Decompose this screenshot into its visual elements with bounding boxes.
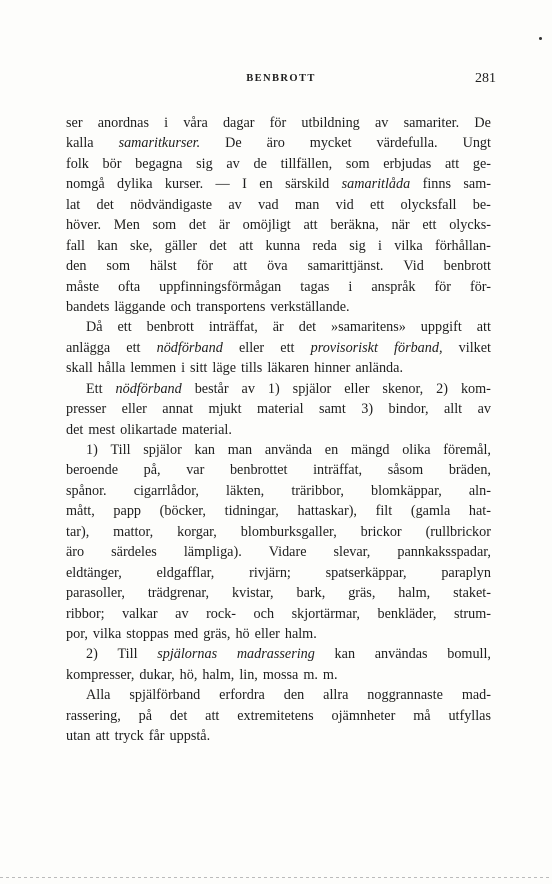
word: i <box>164 115 169 131</box>
word: spatserkäppar, <box>325 564 407 581</box>
word: eldtänger, <box>66 564 122 581</box>
word: be- <box>472 196 491 213</box>
text-line <box>66 583 491 603</box>
word: ett <box>370 196 385 213</box>
text-line <box>66 379 491 399</box>
word: De <box>474 115 491 131</box>
word: för <box>196 258 214 275</box>
word: skenor, <box>382 380 424 397</box>
word: det <box>209 237 227 254</box>
word: utbildning <box>301 115 360 131</box>
word: utfyllas <box>448 707 491 724</box>
word: vilka <box>92 625 122 642</box>
word: olika <box>402 442 431 458</box>
word: bomull, <box>447 646 491 663</box>
word: för <box>269 115 287 131</box>
word: benkläder, <box>377 605 437 622</box>
word: cigarrlådor, <box>133 482 199 499</box>
word: uppstå. <box>169 728 211 745</box>
italic-word: provisoriskt <box>310 339 378 356</box>
word: den <box>66 258 87 275</box>
word: Vidare <box>268 544 307 561</box>
text-line <box>66 113 491 133</box>
word: användas <box>374 646 428 663</box>
word: mängd <box>350 442 390 458</box>
italic-word: madrassering <box>236 646 315 663</box>
word: nomgå <box>66 176 105 193</box>
word: vilka <box>394 237 423 254</box>
word: samarittjänst. <box>307 258 384 275</box>
word: må <box>413 707 431 724</box>
word: samariter. <box>403 115 460 131</box>
word: halm, <box>398 585 431 602</box>
word: läkaren <box>267 360 310 377</box>
word: m. <box>303 666 318 683</box>
word: äro <box>266 135 285 152</box>
text-line <box>66 726 491 746</box>
word: äro <box>66 544 85 561</box>
word: på <box>138 707 153 724</box>
word: valkar <box>122 605 158 622</box>
word: kom- <box>460 380 491 397</box>
word: ske, <box>130 237 153 254</box>
word: att <box>476 319 491 336</box>
text-line <box>66 174 491 194</box>
word: aln- <box>468 482 491 499</box>
word: 1) <box>86 442 98 458</box>
word: nödvändigaste <box>130 196 213 213</box>
word: består <box>194 380 229 397</box>
text-line <box>66 706 491 726</box>
word: anlägga <box>66 339 111 356</box>
word: tryck <box>114 728 144 745</box>
word: får <box>148 728 165 745</box>
word: lin, <box>239 666 258 683</box>
word: på, <box>143 462 161 479</box>
body-text <box>66 113 491 747</box>
word: anspråk <box>371 278 416 295</box>
word: skall <box>66 360 93 377</box>
word: hinner <box>314 360 351 377</box>
word: som <box>152 217 177 234</box>
word: av <box>241 380 255 397</box>
text-line <box>66 399 491 419</box>
word: gäller <box>164 237 198 254</box>
text-line <box>66 460 491 480</box>
italic-word: nödförband <box>115 380 182 397</box>
word: sam- <box>463 176 491 193</box>
word: en <box>324 442 339 458</box>
word: uppfinningsförmågan <box>159 278 282 295</box>
word: gräs, <box>348 585 376 602</box>
word: Då <box>86 319 103 336</box>
word: beräkna, <box>330 217 379 234</box>
word: 3) <box>361 401 374 418</box>
word: är <box>218 217 230 234</box>
text-line <box>66 644 491 664</box>
word: mycket <box>309 135 352 152</box>
word: (rullbrickor <box>425 523 491 540</box>
word: att <box>205 707 220 724</box>
text-line <box>66 154 491 174</box>
word: bindor, <box>388 401 429 418</box>
word: tar), <box>66 523 90 540</box>
text-line <box>66 501 491 521</box>
word: lämpliga). <box>183 544 242 561</box>
word: tagas <box>300 278 330 295</box>
word: eller <box>238 339 265 356</box>
word: benbrott <box>443 258 491 275</box>
word: noggrannaste <box>367 687 443 704</box>
word: i <box>348 278 353 295</box>
word: filt <box>375 503 393 520</box>
word: det <box>96 196 114 213</box>
word: anordnas <box>97 115 149 131</box>
word: hö, <box>179 666 198 683</box>
word: det <box>298 319 317 336</box>
word: dukar, <box>139 666 175 683</box>
word: kalla <box>66 135 94 152</box>
word: bandets <box>66 298 110 315</box>
word: brickor <box>360 523 402 540</box>
word: lemmen <box>130 360 177 377</box>
word: kan <box>97 237 118 254</box>
text-line <box>66 665 491 685</box>
text-line <box>66 195 491 215</box>
word: de <box>253 155 267 172</box>
word: material. <box>181 421 232 438</box>
word: ett <box>117 319 132 336</box>
word: eller <box>254 625 280 642</box>
word: måste <box>66 278 100 295</box>
word: ribbor; <box>66 605 105 622</box>
word: eller <box>121 401 147 418</box>
word: — <box>215 176 230 193</box>
word: mossa <box>262 666 299 683</box>
word: m. <box>322 666 338 683</box>
word: »samaritens» <box>331 319 406 336</box>
word: Till <box>117 646 138 663</box>
word: gräs, <box>203 625 231 642</box>
word: fall <box>66 237 85 254</box>
word: mest <box>88 421 116 438</box>
word: papp <box>113 503 142 520</box>
word: trädgrenar, <box>147 585 210 602</box>
word: korgar, <box>177 523 217 540</box>
word: som <box>106 258 131 275</box>
word: läggande <box>114 298 166 315</box>
word: för <box>434 278 451 295</box>
word: en <box>259 176 273 193</box>
word: av <box>374 115 389 131</box>
text-line <box>66 358 491 378</box>
word: material <box>257 401 304 418</box>
text-line <box>66 297 491 317</box>
word: ojämnheter <box>331 707 396 724</box>
word: verkställande. <box>270 298 350 315</box>
word: ett <box>422 217 437 234</box>
word: att <box>303 217 318 234</box>
word: med <box>173 625 199 642</box>
word: paraplyn <box>441 564 491 581</box>
word: 2) <box>436 380 448 397</box>
word: föremål, <box>443 442 491 458</box>
word: erbjudas <box>383 155 432 172</box>
word: att <box>239 237 254 254</box>
word: man <box>294 196 320 213</box>
word: slevar, <box>333 544 371 561</box>
word: ser <box>66 115 83 131</box>
italic-word: samaritkurser. <box>118 135 201 152</box>
text-line <box>66 563 491 583</box>
word: vad <box>258 196 279 213</box>
word: den <box>283 687 305 704</box>
word: kompresser, <box>66 666 135 683</box>
word: 1) <box>267 380 280 397</box>
word: uppgift <box>420 319 462 336</box>
word: pannkaksspadar, <box>397 544 491 561</box>
word: läkten, <box>226 482 265 499</box>
word: Ungt <box>462 135 491 152</box>
word: mattor, <box>113 523 154 540</box>
word: hålla <box>97 360 126 377</box>
word: skjortärmar, <box>291 605 360 622</box>
word: eldgafflar, <box>156 564 215 581</box>
text-line <box>66 317 491 337</box>
word: 2) <box>86 646 98 663</box>
word: höver. <box>66 217 102 234</box>
italic-word: spjälornas <box>157 646 218 663</box>
word: det <box>188 217 207 234</box>
word: som <box>345 155 370 172</box>
word: hat- <box>468 503 491 520</box>
word: att <box>444 155 460 172</box>
word: Till <box>110 442 131 458</box>
text-line <box>66 440 491 460</box>
word: att <box>95 728 110 745</box>
word: öva <box>267 258 288 275</box>
running-head <box>66 73 496 93</box>
word: beroende <box>66 462 118 479</box>
text-line <box>66 481 491 501</box>
word: mad- <box>461 687 491 704</box>
word: att <box>233 258 248 275</box>
text-line <box>66 624 491 644</box>
word: vilket <box>458 339 491 356</box>
word: utan <box>66 728 91 745</box>
text-line <box>66 277 491 297</box>
word: anlända. <box>355 360 403 377</box>
word: allt <box>444 401 463 418</box>
italic-word: nödförband <box>156 339 223 356</box>
word: kunna <box>265 237 301 254</box>
word: presser <box>66 401 107 418</box>
edge-mark <box>539 37 542 40</box>
word: blomburksgaller, <box>240 523 337 540</box>
word: av <box>228 196 242 213</box>
word: kan <box>334 646 356 663</box>
word: kurser. <box>164 176 204 193</box>
word: erfordra <box>219 687 265 704</box>
word: ett <box>126 339 141 356</box>
word: eller <box>344 380 370 397</box>
text-line <box>66 338 491 358</box>
word: för- <box>469 278 491 295</box>
word: olikartade <box>120 421 177 438</box>
word: av <box>175 605 189 622</box>
word: annat <box>162 401 194 418</box>
word: det <box>66 421 84 438</box>
word: särdeles <box>111 544 157 561</box>
word: använda <box>264 442 313 458</box>
text-line <box>66 256 491 276</box>
word: inträffat, <box>208 319 258 336</box>
word: (gamla <box>410 503 451 520</box>
italic-word: samaritlåda <box>341 176 411 193</box>
word: var <box>186 462 205 479</box>
word: tills <box>241 360 263 377</box>
word: bräden, <box>448 462 491 479</box>
word: blomkäppar, <box>371 482 442 499</box>
word: tidningar, <box>224 503 279 520</box>
word: sig <box>196 155 213 172</box>
word: bark, <box>296 585 326 602</box>
italic-word: förband, <box>394 339 443 356</box>
word: mjukt <box>208 401 242 418</box>
text-line <box>66 215 491 235</box>
word: är <box>272 319 284 336</box>
word: rivjärn; <box>249 564 291 581</box>
word: spjälor <box>143 442 182 458</box>
word: hö <box>235 625 250 642</box>
word: ge- <box>472 155 491 172</box>
word: när <box>391 217 410 234</box>
word: man <box>227 442 253 458</box>
word: spjälförband <box>129 687 201 704</box>
word: mått, <box>66 503 95 520</box>
text-line <box>66 133 491 153</box>
word: por, <box>66 625 88 642</box>
word: hälst <box>149 258 177 275</box>
word: spjälor <box>292 380 332 397</box>
word: (böcker, <box>159 503 206 520</box>
word: dagar <box>222 115 255 131</box>
word: det <box>169 707 188 724</box>
word: Vid <box>403 258 424 275</box>
word: stoppas <box>126 625 169 642</box>
word: värdefulla. <box>376 135 438 152</box>
word: I <box>242 176 247 193</box>
word: och <box>170 298 192 315</box>
word: benbrottet <box>229 462 288 479</box>
word: kvistar, <box>232 585 274 602</box>
word: rassering, <box>66 707 121 724</box>
word: förhållan- <box>434 237 491 254</box>
word: spånor. <box>66 482 107 499</box>
word: särskild <box>285 176 330 193</box>
text-line <box>66 604 491 624</box>
word: olycksfall <box>400 196 457 213</box>
word: ofta <box>118 278 141 295</box>
word: tillfällen, <box>280 155 333 172</box>
word: i <box>181 360 186 377</box>
word: bör <box>102 155 122 172</box>
word: halm, <box>202 666 235 683</box>
word: av <box>226 155 240 172</box>
word: rock- <box>206 605 237 622</box>
text-line <box>66 685 491 705</box>
word: De <box>225 135 242 152</box>
word: sitt <box>190 360 208 377</box>
word: lat <box>66 196 81 213</box>
word: staket- <box>453 585 491 602</box>
word: parasoller, <box>66 585 125 602</box>
word: och <box>253 605 275 622</box>
word: våra <box>183 115 208 131</box>
word: omöjligt <box>242 217 291 234</box>
word: reda <box>312 237 337 254</box>
word: såsom <box>387 462 424 479</box>
running-title: BENBROTT <box>246 73 316 84</box>
word: finns <box>422 176 451 193</box>
word: halm. <box>284 625 317 642</box>
word: allra <box>323 687 349 704</box>
word: hattaskar), <box>297 503 357 520</box>
word: träribbor, <box>291 482 344 499</box>
word: Ett <box>86 380 103 397</box>
word: folk <box>66 155 89 172</box>
word: ett <box>280 339 295 356</box>
bottom-rule <box>0 877 552 878</box>
word: dylika <box>117 176 153 193</box>
word: kan <box>194 442 216 458</box>
text-line <box>66 542 491 562</box>
word: sig <box>349 237 366 254</box>
word: av <box>477 401 491 418</box>
page-number: 281 <box>475 71 496 86</box>
word: Men <box>113 217 140 234</box>
word: läge <box>212 360 237 377</box>
word: i <box>378 237 382 254</box>
word: transportens <box>196 298 266 315</box>
word: inträffat, <box>313 462 363 479</box>
text-line <box>66 420 491 440</box>
word: vid <box>335 196 354 213</box>
word: benbrott <box>146 319 194 336</box>
word: olycks- <box>449 217 491 234</box>
word: extremitetens <box>237 707 314 724</box>
word: begagna <box>135 155 183 172</box>
text-line <box>66 522 491 542</box>
text-line <box>66 236 491 256</box>
word: strum- <box>453 605 491 622</box>
word: Alla <box>86 687 111 704</box>
word: samt <box>318 401 346 418</box>
